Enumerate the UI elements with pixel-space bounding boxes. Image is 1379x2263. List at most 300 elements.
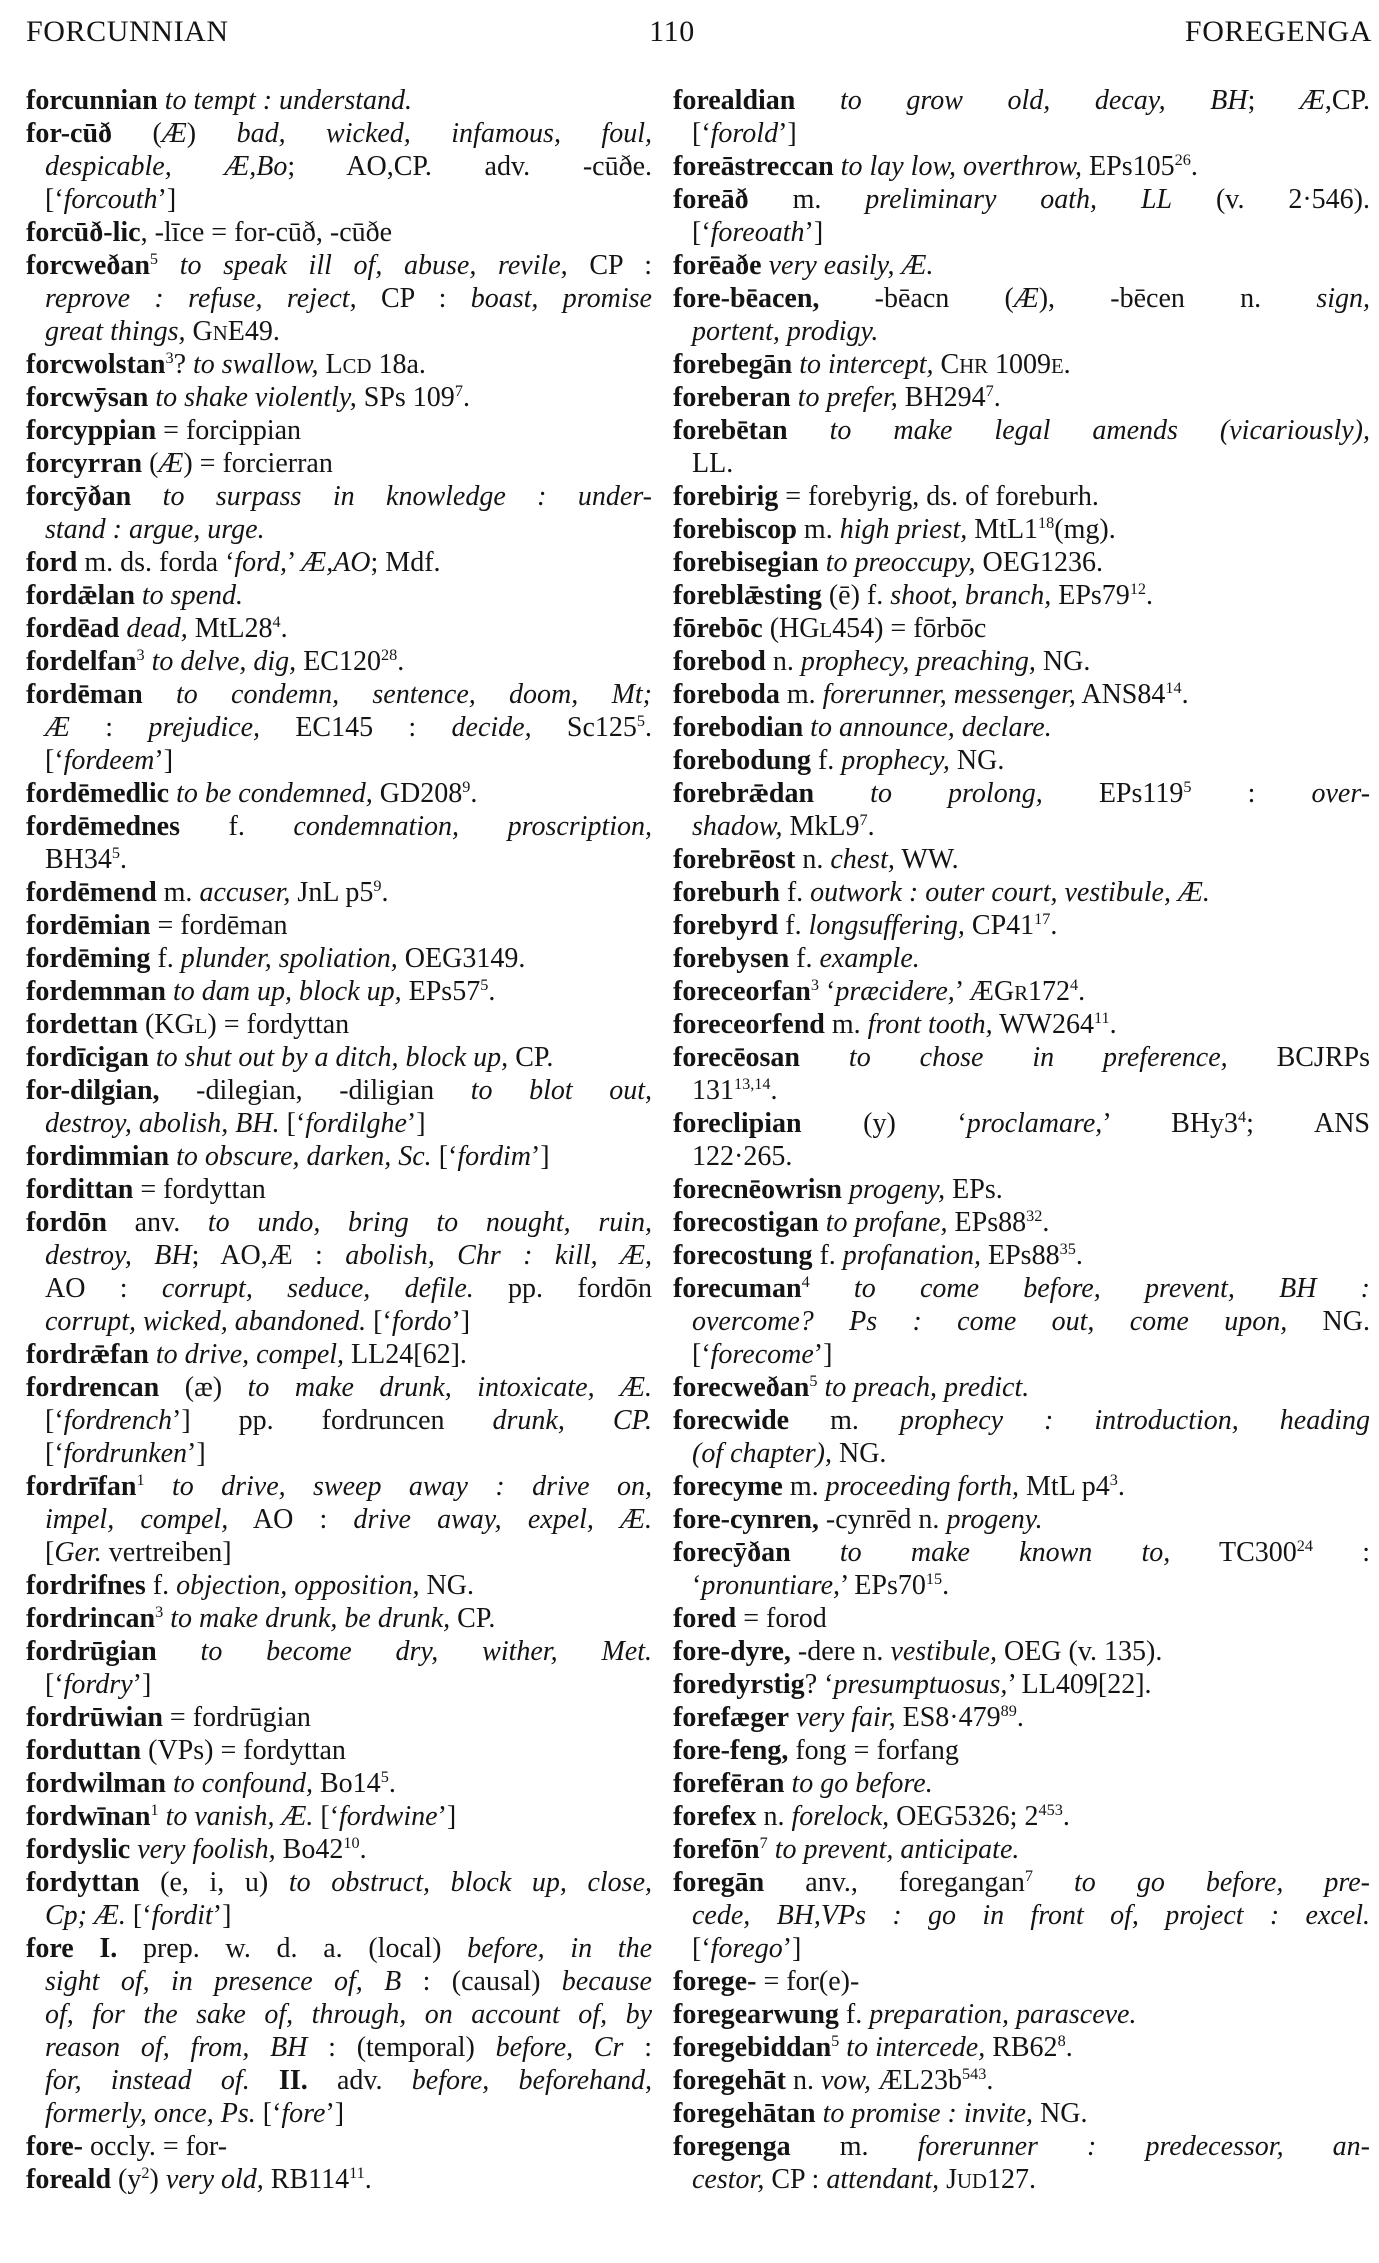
roman-text: -dilegian, -diligian [159, 1075, 471, 1106]
roman-text: Bo14 [313, 1768, 381, 1799]
entry-first-line [673, 777, 1370, 810]
superscript-number: 10 [343, 1833, 360, 1852]
italic-text: dead, [119, 613, 188, 644]
entry-first-line [673, 1701, 1370, 1734]
dictionary-entry [26, 84, 652, 117]
italic-text: progeny, [842, 1174, 946, 1205]
entry-continuation-line [26, 2064, 652, 2097]
roman-text: RB62 [985, 2032, 1058, 2063]
roman-text: ’ LL409[22]. [1007, 1669, 1152, 1700]
entry-first-line [673, 744, 1370, 777]
roman-text: . [1042, 1207, 1050, 1238]
roman-text: LL24[62]. [344, 1339, 467, 1370]
entry-continuation-line [673, 1074, 1370, 1107]
roman-text: MtL1 [967, 514, 1039, 545]
roman-text: vertreiben] [101, 1537, 232, 1568]
italic-text: accuser, [199, 877, 291, 908]
entry-first-line [673, 348, 1370, 381]
headword: II. [278, 2065, 308, 2096]
roman-text: G [185, 316, 213, 347]
italic-text: to shut out by a ditch, block up, [148, 1042, 509, 1073]
italic-text: to prefer, [790, 382, 898, 413]
dictionary-entry [26, 1371, 652, 1470]
italic-text: to grow old, decay, BH [795, 85, 1248, 116]
entry-first-line [673, 645, 1370, 678]
headword: fordēmedlic [26, 778, 170, 809]
entry-continuation-line [26, 1899, 652, 1932]
italic-text: fordeem [63, 745, 155, 776]
headword: forcwȳsan [26, 382, 149, 413]
italic-text: Æ [1013, 283, 1039, 314]
roman-text: [‘ [45, 1669, 64, 1700]
roman-text: f. [789, 943, 820, 974]
entry-first-line [673, 1404, 1370, 1437]
dictionary-entry [26, 249, 652, 348]
dictionary-entry [673, 612, 1370, 645]
headword: forecweðan [673, 1372, 810, 1403]
italic-text: fordwine [339, 1801, 438, 1832]
headword: foreāð [673, 184, 749, 215]
headword: foregehātan [673, 2098, 816, 2129]
roman-text: EPs88 [947, 1207, 1027, 1238]
entry-first-line [26, 810, 652, 843]
superscript-number: 4 [1070, 975, 1079, 994]
entry-first-line [673, 678, 1370, 711]
dictionary-entry [26, 579, 652, 612]
roman-text: MtL28 [187, 613, 273, 644]
entry-first-line [26, 1206, 652, 1239]
headword: forege- [673, 1966, 757, 1997]
italic-text: to confound, [166, 1768, 313, 1799]
roman-text: AO : [228, 1504, 354, 1535]
italic-text: to promise : invite, [815, 2098, 1034, 2129]
roman-text: . [986, 2065, 994, 2096]
roman-text: f. [150, 943, 181, 974]
entry-first-line [673, 1965, 1370, 1998]
italic-text: to intercept, [792, 349, 934, 380]
superscript-number: 3 [165, 348, 174, 367]
roman-text: NG. [1035, 646, 1091, 677]
dictionary-entry [673, 1800, 1370, 1833]
entry-first-line [26, 1140, 652, 1173]
roman-text: Sc125 [531, 712, 637, 743]
headword: fordōn [26, 1207, 107, 1238]
entry-continuation-line [26, 183, 652, 216]
superscript-number: 26 [1174, 150, 1191, 169]
italic-text: profanation, [842, 1240, 981, 1271]
entry-continuation-line [26, 282, 652, 315]
dictionary-entry [26, 1635, 652, 1701]
dictionary-entry [26, 1470, 652, 1569]
headword: forebētan [673, 415, 788, 446]
dictionary-entry [26, 1734, 652, 1767]
roman-text: OEG (v. 135). [996, 1636, 1163, 1667]
entry-first-line [673, 2130, 1370, 2163]
dictionary-entry [673, 711, 1370, 744]
roman-text: [‘ [279, 1108, 306, 1139]
roman-text: WW. [894, 844, 959, 875]
headword: forcunnian [26, 85, 158, 116]
entry-first-line [673, 1041, 1370, 1074]
headword: fordrūgian [26, 1636, 157, 1667]
roman-text: ; AO,CP. adv. -cūðe. [287, 151, 652, 182]
headword: forcweðan [26, 250, 150, 281]
italic-text: fore [281, 2098, 326, 2129]
entry-first-line [673, 612, 1370, 645]
italic-text: to lay low, overthrow, [833, 151, 1083, 182]
italic-text: to speak ill of, abuse, revile, [158, 250, 568, 281]
roman-text: m. [789, 1405, 900, 1436]
italic-text: over- [1311, 778, 1370, 809]
roman-text: EC145 : [260, 712, 452, 743]
italic-text: of, for the sake of, through, on account of, by [45, 1999, 652, 2030]
entry-first-line [673, 414, 1370, 447]
roman-text: , -līce = for-cūð, -cūðe [140, 217, 393, 248]
italic-text: condemnation, proscription, [293, 811, 652, 842]
roman-text: [‘ [45, 184, 64, 215]
roman-text: Bo42 [275, 1834, 344, 1865]
entry-first-line [673, 150, 1370, 183]
headword: forecēosan [673, 1042, 800, 1073]
roman-text: f. [812, 1240, 843, 1271]
superscript-number: 28 [380, 645, 398, 664]
italic-text: to go before. [784, 1768, 933, 1799]
entry-continuation-line [673, 2163, 1370, 2196]
dictionary-entry [26, 348, 652, 381]
italic-text: to dam up, block up, [165, 976, 402, 1007]
dictionary-entry [673, 546, 1370, 579]
headword: fore- [26, 2131, 83, 2162]
roman-text: CP : [567, 250, 652, 281]
roman-text: [‘ [692, 1933, 711, 1964]
entry-first-line [673, 975, 1370, 1008]
roman-text: . [388, 1768, 396, 1799]
entry-first-line [26, 1008, 652, 1041]
roman-text: 1009 [988, 349, 1051, 380]
roman-text: NG. [1287, 1306, 1370, 1337]
roman-text: [‘ [692, 217, 711, 248]
dictionary-entry [673, 1239, 1370, 1272]
roman-text: ; [1247, 85, 1300, 116]
dictionary-entry [26, 942, 652, 975]
roman-text: CP41 [964, 910, 1035, 941]
italic-text: vestibule, [890, 1636, 997, 1667]
headword: fordittan [26, 1174, 134, 1205]
italic-text: very old, [165, 2164, 264, 2195]
superscript-number: 17 [1034, 909, 1051, 928]
dictionary-entry [673, 942, 1370, 975]
roman-text: GD208 [372, 778, 463, 809]
italic-text: chest, [830, 844, 895, 875]
headword: forealdian [673, 85, 796, 116]
dictionary-entry [26, 1173, 652, 1206]
italic-text: portent, prodigy. [692, 316, 879, 347]
italic-text: cestor, [692, 2164, 765, 2195]
roman-text: : [1191, 778, 1312, 809]
roman-text: ‘ [818, 976, 836, 1007]
entry-first-line [26, 1470, 652, 1503]
italic-text: to tempt : understand. [157, 85, 413, 116]
headword: forecostigan [673, 1207, 819, 1238]
roman-text: = forebyrig, ds. of foreburh. [778, 481, 1099, 512]
roman-text: TC300 [1170, 1537, 1297, 1568]
entry-first-line [26, 1767, 652, 1800]
entry-first-line [673, 1206, 1370, 1239]
roman-text: 18a. [371, 349, 426, 380]
italic-text: forecome [710, 1339, 814, 1370]
headword: fore-bēacen, [673, 283, 820, 314]
headword: forcyppian [26, 415, 157, 446]
headword: forebisegian [673, 547, 819, 578]
entry-first-line [26, 1932, 652, 1965]
roman-text: ; AO,Æ : [191, 1240, 346, 1271]
headword: fored [673, 1603, 737, 1634]
entry-continuation-line [26, 1998, 652, 2031]
italic-text: shoot, branch, [890, 580, 1052, 611]
headword: foreclipian [673, 1108, 802, 1139]
headword: for-dilgian, [26, 1075, 160, 1106]
roman-text: ’] [530, 1141, 550, 1172]
italic-text: to vanish, Æ. [158, 1801, 314, 1832]
roman-text: ’] [325, 2098, 345, 2129]
roman-text: n. [795, 844, 831, 875]
superscript-number: 9 [373, 876, 382, 895]
italic-text: objection, opposition, [176, 1570, 420, 1601]
roman-text: ? [173, 349, 194, 380]
dictionary-entry [673, 678, 1370, 711]
dictionary-entry [26, 117, 652, 216]
roman-text: . [867, 811, 875, 842]
italic-text: to drive, compel, [148, 1339, 345, 1370]
roman-text: : [623, 2032, 652, 2063]
roman-text: [‘ [313, 1801, 340, 1832]
superscript-number: 543 [962, 2064, 987, 2083]
roman-text: ’ [287, 547, 302, 578]
headword: forcyrran [26, 448, 143, 479]
roman-text: . [1109, 1009, 1117, 1040]
entry-first-line [673, 1107, 1370, 1140]
roman-text: OEG1236. [975, 547, 1104, 578]
headword: forefæger [673, 1702, 790, 1733]
italic-text: to condemn, sentence, doom, Mt; [142, 679, 652, 710]
roman-text: ’ ÆG [954, 976, 1015, 1007]
dictionary-entry [26, 1800, 652, 1833]
roman-text: (v. 2·546). [1172, 184, 1370, 215]
entry-continuation-line [26, 1404, 652, 1437]
roman-text: : (temporal) [307, 2032, 496, 2063]
headword: forēaðe [673, 250, 762, 281]
headword: fore-dyre, [673, 1636, 791, 1667]
roman-text: 454) = fōrbōc [832, 613, 987, 644]
dictionary-entry [673, 1536, 1370, 1602]
roman-text: MtL p4 [1019, 1471, 1110, 1502]
roman-text: f. [778, 910, 809, 941]
dictionary-entry [673, 2031, 1370, 2064]
headword: fordēad [26, 613, 120, 644]
headword: foreald [26, 2164, 112, 2195]
roman-text: . [770, 1075, 778, 1106]
headword: fordrencan [26, 1372, 160, 1403]
roman-text: ), -bēcen n. [1038, 283, 1317, 314]
headword: forefex [673, 1801, 757, 1832]
roman-text: anv. [106, 1207, 208, 1238]
italic-text: fordrunken [63, 1438, 188, 1469]
entry-continuation-line [26, 2031, 652, 2064]
dictionary-entry [26, 1041, 652, 1074]
superscript-number: 3 [155, 1602, 164, 1621]
roman-text: (mg). [1054, 514, 1116, 545]
italic-text: to prolong, [814, 778, 1043, 809]
italic-text: abolish, Chr : kill, Æ, [345, 1240, 652, 1271]
italic-text: forego [710, 1933, 783, 1964]
roman-text: EPs88 [981, 1240, 1060, 1271]
small-caps-text: L [194, 1016, 208, 1038]
roman-text: = fordēman [150, 910, 288, 941]
headword: foreburh [673, 877, 780, 908]
entry-first-line [673, 84, 1370, 117]
italic-text: before, Cr [495, 2032, 624, 2063]
roman-text: ’] [157, 184, 177, 215]
roman-text: fong = forfang [788, 1735, 959, 1766]
roman-text: anv., foregangan [764, 1867, 1025, 1898]
roman-text: . [645, 712, 652, 743]
headword: fordimmian [26, 1141, 170, 1172]
dictionary-entry [26, 1206, 652, 1338]
superscript-number: 7 [859, 810, 868, 829]
roman-text: EC120 [296, 646, 381, 677]
italic-text: great things, [45, 316, 186, 347]
roman-text: OEG5326; 2 [889, 1801, 1039, 1832]
italic-text: forold [710, 118, 779, 149]
roman-text: [‘ [431, 1141, 458, 1172]
italic-text: to make known to, [790, 1537, 1171, 1568]
headword: fordrīfan [26, 1471, 137, 1502]
superscript-number: 15 [925, 1569, 943, 1588]
entry-first-line [673, 1602, 1370, 1635]
superscript-number: 3 [810, 975, 819, 994]
roman-text: ( [112, 118, 162, 149]
entry-first-line [673, 546, 1370, 579]
italic-text: forelock, [791, 1801, 890, 1832]
dictionary-entry [673, 249, 1370, 282]
dictionary-entry [26, 1569, 652, 1602]
headword: fōrebōc [673, 613, 763, 644]
roman-text: ’] [212, 1900, 232, 1931]
dictionary-entry [673, 1701, 1370, 1734]
italic-text: forerunner : predecessor, an- [917, 2131, 1370, 2162]
italic-text: despicable, Æ,Bo [45, 151, 288, 182]
entry-continuation-line [26, 1536, 652, 1569]
dictionary-entry [673, 480, 1370, 513]
roman-text: m. [790, 2131, 918, 2162]
roman-text: ) = fordyttan [207, 1009, 350, 1040]
headword: forebirig [673, 481, 779, 512]
roman-text: (y [111, 2164, 142, 2195]
italic-text: presumptuosus, [833, 1669, 1008, 1700]
entry-first-line [26, 678, 652, 711]
headword: fordyttan [26, 1867, 140, 1898]
entry-first-line [26, 1866, 652, 1899]
italic-text: before, in the [467, 1933, 652, 1964]
roman-text: E49. [227, 316, 280, 347]
italic-text: ford, [234, 547, 288, 578]
italic-text: forcouth [63, 184, 158, 215]
roman-text: n. [756, 1801, 792, 1832]
dictionary-entry [26, 1866, 652, 1932]
roman-text: L [318, 349, 343, 380]
roman-text: OEG3149. [397, 943, 526, 974]
roman-text: (VPs) = fordyttan [141, 1735, 346, 1766]
entry-first-line [673, 876, 1370, 909]
superscript-number: 7 [454, 381, 463, 400]
dictionary-entry [673, 843, 1370, 876]
headword: fore-feng, [673, 1735, 789, 1766]
italic-text: before, beforehand, [411, 2065, 652, 2096]
roman-text: . [1078, 976, 1086, 1007]
entry-first-line [673, 1668, 1370, 1701]
roman-text: . [470, 778, 478, 809]
dictionary-entry [673, 348, 1370, 381]
italic-text: drunk, CP. [492, 1405, 652, 1436]
entry-first-line [673, 1767, 1370, 1800]
roman-text: . [1063, 349, 1071, 380]
dictionary-entry [673, 579, 1370, 612]
roman-text: WW264 [992, 1009, 1094, 1040]
dictionary-entry [673, 1041, 1370, 1107]
roman-text: ) = forcierran [183, 448, 333, 479]
italic-text: fordilghe [305, 1108, 407, 1139]
headword: fordēmednes [26, 811, 180, 842]
entry-first-line [26, 1635, 652, 1668]
headword: forefēran [673, 1768, 785, 1799]
italic-text: vow, [821, 2065, 872, 2096]
entry-first-line [673, 843, 1370, 876]
entry-continuation-line [673, 810, 1370, 843]
roman-text: ) [149, 2164, 166, 2195]
entry-first-line [26, 2163, 652, 2196]
dictionary-entry [26, 216, 652, 249]
right-column [673, 84, 1370, 2196]
entry-first-line [673, 183, 1370, 216]
superscript-number: 5 [149, 249, 159, 268]
roman-text: = forod [736, 1603, 827, 1634]
italic-text: to make drunk, intoxicate, Æ. [247, 1372, 652, 1403]
small-caps-text: E [1051, 356, 1064, 378]
roman-text: f. [810, 745, 842, 776]
italic-text: sign, [1316, 283, 1370, 314]
roman-text: . [1117, 1471, 1125, 1502]
entry-first-line [26, 1569, 652, 1602]
roman-text: f. [779, 877, 811, 908]
dictionary-entry [673, 1602, 1370, 1635]
dictionary-entry [673, 2097, 1370, 2130]
dictionary-entry [26, 1932, 652, 2130]
italic-text: prejudice, [148, 712, 261, 743]
dictionary-entry [673, 876, 1370, 909]
italic-text: to delve, dig, [144, 646, 297, 677]
headword: fordrǣfan [26, 1339, 149, 1370]
roman-text: m. [782, 1471, 826, 1502]
superscript-number: 11 [1093, 1008, 1110, 1027]
roman-text: ’] [804, 217, 824, 248]
entry-first-line [673, 579, 1370, 612]
superscript-number: 7 [985, 381, 994, 400]
roman-text: CP. [450, 1603, 496, 1634]
italic-text: destroy, abolish, BH. [45, 1108, 280, 1139]
entry-first-line [673, 1008, 1370, 1041]
headword: forcwolstan [26, 349, 166, 380]
entry-first-line [673, 381, 1370, 414]
